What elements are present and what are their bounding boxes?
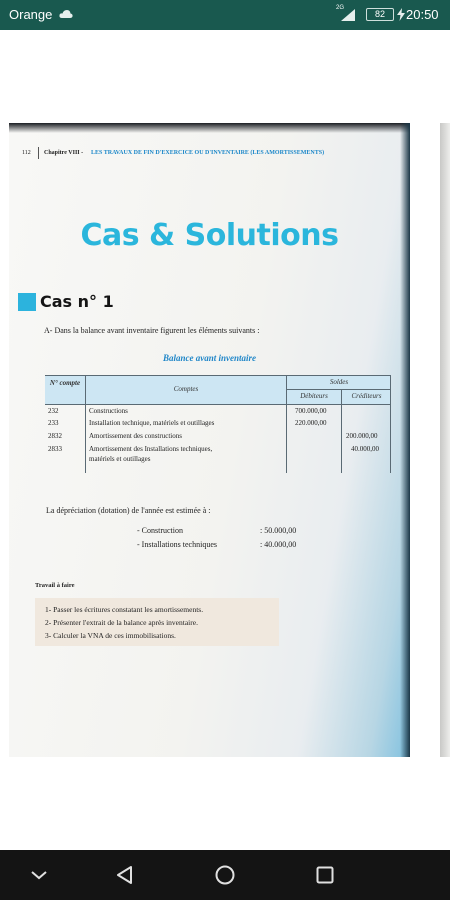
home-icon[interactable] xyxy=(213,863,237,887)
image-viewer[interactable] xyxy=(0,30,450,850)
document-photo[interactable] xyxy=(9,123,410,757)
navigation-bar xyxy=(0,850,450,900)
page-shadow xyxy=(9,123,410,133)
header-balances: Soldes xyxy=(329,378,349,386)
work-item: 1- Passer les écritures constatant les amortissements. xyxy=(45,605,204,614)
depreciation-value: : 40.000,00 xyxy=(260,540,297,549)
intro-text: A- Dans la balance avant inventaire figurent les éléments suivants : xyxy=(44,326,260,335)
header-accounts: Comptes xyxy=(173,385,199,393)
balance-table xyxy=(45,375,391,473)
depreciation-text: La dépréciation (dotation) de l'année est estimée à : xyxy=(46,506,211,515)
header-credit: Créditeurs xyxy=(351,392,382,400)
table-cell-debit: 700.000,00 xyxy=(295,407,327,415)
table-cell-account: Amortissement des Installations techniques, xyxy=(89,445,213,453)
recents-icon[interactable] xyxy=(313,863,337,887)
case-title: Cas n° 1 xyxy=(40,292,114,311)
table-cell-number: 2832 xyxy=(48,432,62,440)
work-item: 2- Présenter l'extrait de la balance après inventaire. xyxy=(45,618,198,627)
table-cell-number: 233 xyxy=(48,419,59,427)
table-cell-account: Constructions xyxy=(89,407,128,415)
depreciation-label: - Construction xyxy=(137,526,183,535)
table-cell-account: Amortissement des constructions xyxy=(89,432,182,440)
header-divider xyxy=(38,147,39,159)
signal-icon xyxy=(341,9,355,21)
table-border xyxy=(45,404,391,405)
table-border xyxy=(286,389,391,390)
carrier-name: Orange xyxy=(9,7,53,22)
page-title: Cas & Solutions xyxy=(80,218,339,253)
next-page-edge[interactable] xyxy=(440,123,450,757)
table-title: Balance avant inventaire xyxy=(163,353,256,363)
page-number: 112 xyxy=(22,150,31,156)
table-border xyxy=(286,375,287,473)
table-cell-debit: 220.000,00 xyxy=(295,419,327,427)
header-number: N° compte xyxy=(49,379,81,387)
table-cell-number: 2833 xyxy=(48,445,62,453)
depreciation-label: - Installations techniques xyxy=(137,540,217,549)
chapter-label: Chapitre VIII - xyxy=(44,150,84,156)
table-cell-account: matériels et outillages xyxy=(89,455,151,463)
network-type: 2G xyxy=(336,5,345,11)
work-title: Travail à faire xyxy=(35,582,75,589)
clock: 20:50 xyxy=(406,7,439,22)
status-bar xyxy=(0,0,450,30)
table-border xyxy=(45,375,391,376)
page-shadow xyxy=(400,123,410,757)
depreciation-value: : 50.000,00 xyxy=(260,526,297,535)
table-cell-credit: 40.000,00 xyxy=(351,445,379,453)
table-border xyxy=(341,389,342,473)
battery-level: 82 xyxy=(374,9,385,19)
chevron-down-icon[interactable] xyxy=(27,863,51,887)
back-icon[interactable] xyxy=(113,863,137,887)
table-cell-number: 232 xyxy=(48,407,59,415)
cloud-icon xyxy=(59,9,73,19)
battery-icon xyxy=(366,8,394,21)
table-cell-credit: 200.000,00 xyxy=(346,432,378,440)
chapter-title: LES TRAVAUX DE FIN D'EXERCICE OU D'INVENTAIRE (LES AMORTISSEMENTS) xyxy=(91,150,325,156)
work-box xyxy=(35,598,279,646)
table-cell-account: Installation technique, matériels et outillages xyxy=(89,419,215,427)
charge-icon xyxy=(397,8,405,21)
work-item: 3- Calculer la VNA de ces immobilisations. xyxy=(45,631,176,640)
case-marker xyxy=(18,293,36,311)
header-debit: Débiteurs xyxy=(300,392,328,400)
table-border xyxy=(390,375,391,473)
